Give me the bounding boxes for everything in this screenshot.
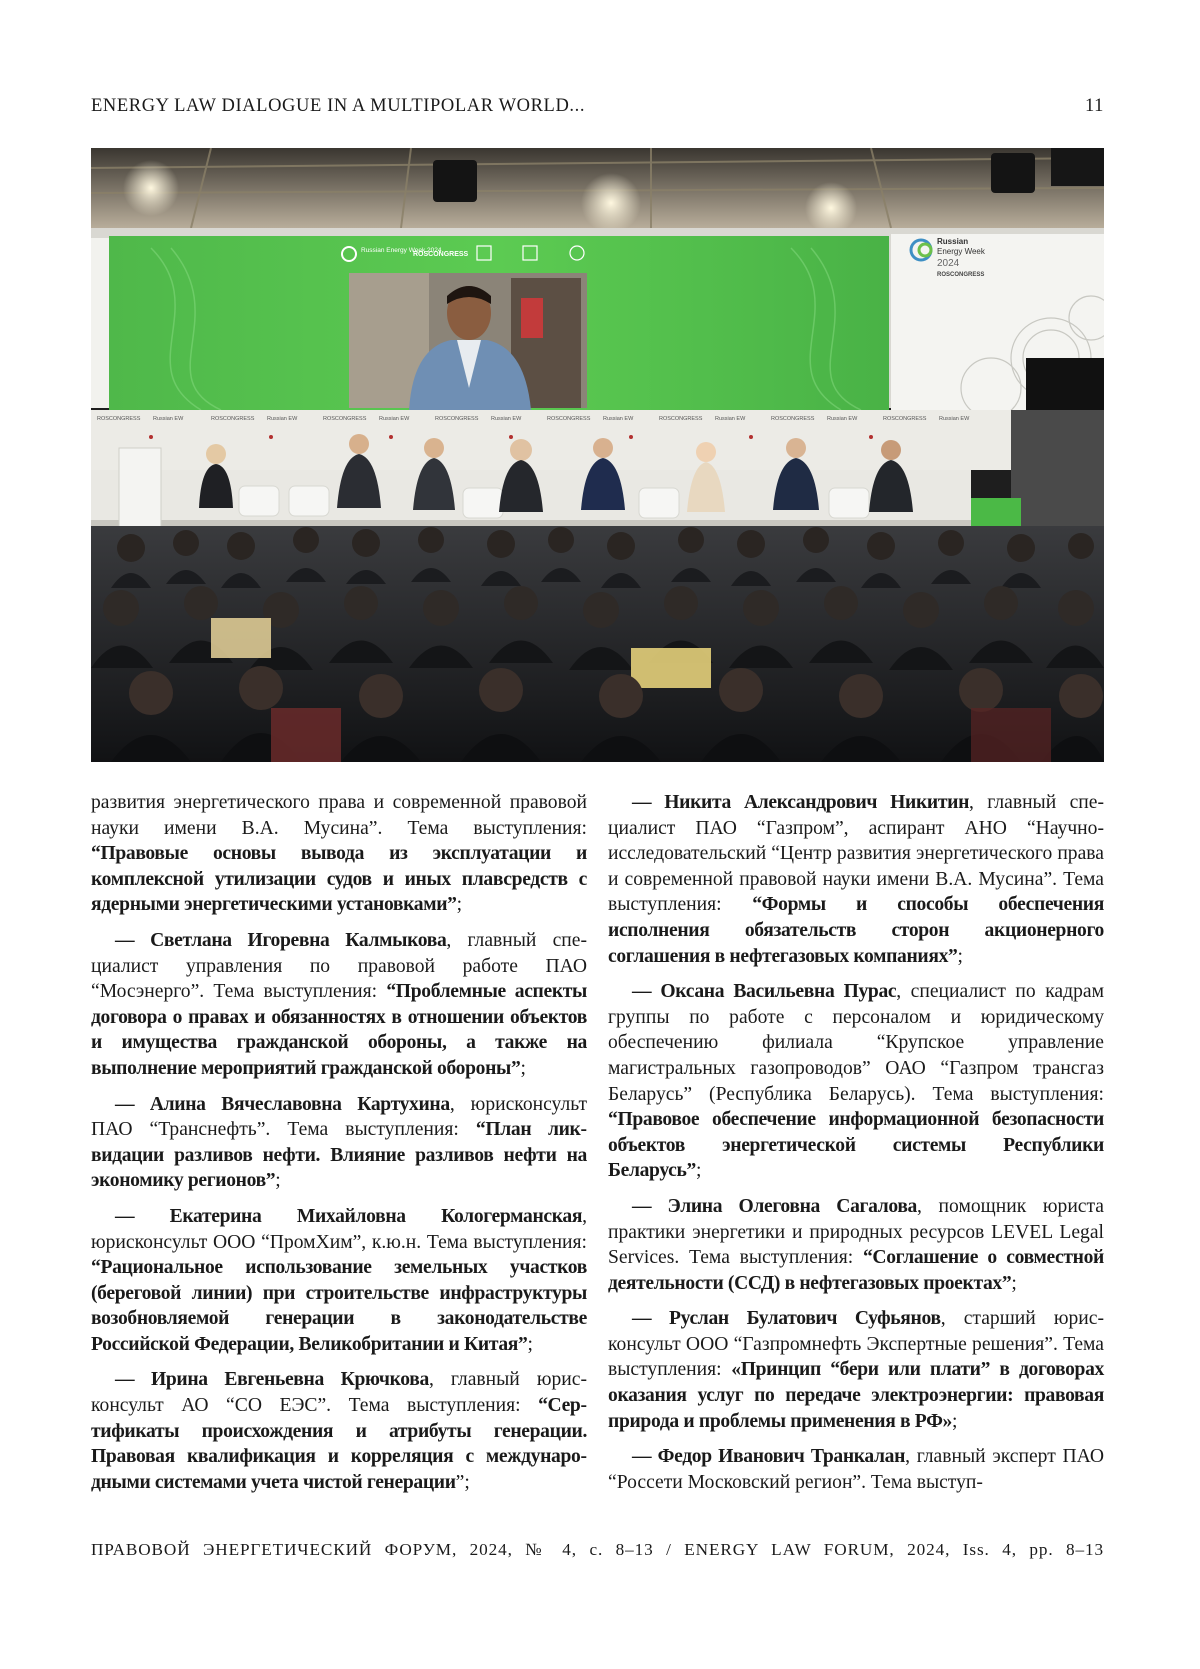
svg-text:ROSCONGRESS: ROSCONGRESS — [883, 416, 927, 422]
talk-topic: «Принцип “бери или плати” в договорах оказания услуг по передаче электроэнергии: правовая природа и проблемы применения в РФ» — [608, 1359, 1104, 1432]
speaker-entry — [91, 1092, 587, 1194]
svg-text:Russian EW: Russian EW — [153, 416, 184, 422]
entry-text: , главный эксперт ПАО “Россети Московский регион”. Тема выступ- — [608, 1446, 1104, 1493]
entry-text: , главный специалист управления по правовой работе ПАО “Мосэнерго”. Тема выступления: — [91, 929, 587, 1003]
entry-end: ; — [952, 1410, 958, 1432]
entry-text: , главный юрисконсульт АО “СО ЕЭС”. Тема выступления: — [91, 1369, 588, 1417]
talk-topic: “Проблемные аспекты договора о правах и обязанностях в отношении объектов и имущества гражданской обороны, а также на выполнение мероприятий гражданской обороны” — [91, 981, 587, 1079]
svg-text:Russian EW: Russian EW — [267, 416, 298, 422]
entry-text: , специалист по кадрам группы по работе с персоналом и юридическому обеспечению филиала “Крупское управление магистральных газопроводов” ОАО “Газпром трансгаз Беларусь” (Республика Беларусь). Тема выступления: — [608, 981, 1104, 1105]
svg-text:ROSCONGRESS: ROSCONGRESS — [435, 416, 479, 422]
entry-text: , помощник юриста практики энергетики и природных ресурсов LEVEL Legal Services. Тема выступления: — [608, 1195, 1104, 1269]
speaker-name: — Ирина Евгеньевна Крючкова — [115, 1369, 429, 1391]
speaker-name: — Екатерина Михайловна Кологерманская — [115, 1205, 583, 1227]
screen-brand-roscongress: ROSCONGRESS — [413, 251, 469, 258]
conference-photo-graphic — [91, 148, 1104, 762]
video-call-inset — [349, 273, 587, 410]
footer-citation: ПРАВОВОЙ ЭНЕРГЕТИЧЕСКИЙ ФОРУМ, 2024, № 4, с. 8–13 / ENERGY LAW FORUM, 2024, Iss. 4, pp. 8–13 — [91, 1540, 1104, 1559]
speaker-entry — [608, 979, 1104, 1184]
talk-topic: “Рациональное использование земельных участков (береговой линии) при строительстве инфраструктуры возобновляемой генерации в законодательстве Российской Федерации, Великобритании и Китая” — [91, 1257, 587, 1355]
svg-text:ROSCONGRESS: ROSCONGRESS — [547, 416, 591, 422]
entry-end: ; — [275, 1170, 281, 1192]
talk-topic: “Правовое обеспечение информационной безопасности объектов энергетической системы Республики Беларусь” — [608, 1109, 1104, 1182]
entry-end: ; — [695, 1160, 702, 1182]
right-banner-title: Russian — [937, 237, 969, 246]
talk-topic: “Соглашение о совместной деятельности (ССД) в нефтегазовых проектах” — [608, 1247, 1104, 1294]
right-banner-org: ROSCONGRESS — [937, 272, 985, 278]
svg-text:Russian EW: Russian EW — [379, 416, 410, 422]
speaker-name: — Никита Александрович Никитин — [632, 792, 970, 813]
entry-end: ; — [527, 1333, 533, 1355]
entry-end: ; — [957, 945, 963, 967]
right-banner-sub: Energy Week — [937, 247, 985, 256]
svg-text:ROSCONGRESS: ROSCONGRESS — [97, 416, 141, 422]
stage-speaker-box — [433, 160, 477, 202]
speaker-name: — Оксана Васильевна Пурас — [632, 981, 897, 1003]
speaker-name: — Федор Иванович Транкалан — [632, 1446, 906, 1468]
ceiling-light — [581, 173, 641, 233]
svg-text:ROSCONGRESS: ROSCONGRESS — [211, 416, 255, 422]
speaker-entry — [608, 790, 1104, 969]
left-column — [91, 790, 587, 1505]
stage-speaker-box — [991, 153, 1035, 193]
entry-end: ”; — [455, 1471, 470, 1493]
talk-topic: “Сертификаты происхождения и атрибуты генерации. Правовая квалификация и корреляция с международными системами учета чистой генерации — [91, 1395, 587, 1493]
svg-text:ROSCONGRESS: ROSCONGRESS — [659, 416, 703, 422]
ceiling-light — [123, 160, 179, 216]
svg-text:Russian EW: Russian EW — [603, 416, 634, 422]
talk-topic: “Формы и способы обеспечения исполнения обязательств сторон акционерного соглашения в нефтегазовых компаниях” — [608, 894, 1104, 967]
entry-text: развития энергетического права и современной правовой науки имени В.А. Мусина”. Тема выступления: — [91, 792, 587, 839]
speaker-entry — [91, 928, 587, 1082]
speaker-entry — [91, 1367, 587, 1495]
entry-text: , юрисконсульт ПАО “Транснефть”. Тема выступления: — [91, 1093, 588, 1141]
speaker-entry — [608, 1306, 1104, 1434]
talk-topic: “Правовые основы вывода из эксплуатации и комплексной утилизации судов и иных плавсредств с ядерными энергетическими установками” — [91, 843, 587, 916]
speaker-entry — [91, 1204, 587, 1358]
svg-text:ROSCONGRESS: ROSCONGRESS — [771, 416, 815, 422]
speaker-name: — Алина Вячеславовна Картухина — [115, 1093, 450, 1115]
ceiling-light — [805, 182, 857, 234]
speaker-name: — Элина Олеговна Сагалова — [632, 1195, 917, 1217]
running-head — [91, 96, 1104, 117]
svg-text:Russian EW: Russian EW — [939, 416, 970, 422]
svg-text:Russian EW: Russian EW — [491, 416, 522, 422]
entry-text: , главный специалист ПАО “Газпром”, аспирант АНО “Научно-исследовательский “Центр развития энергетического права и современной правовой науки имени В.А. Мусина”. Тема выступления: — [608, 792, 1105, 916]
svg-text:Russian EW: Russian EW — [715, 416, 746, 422]
svg-text:ROSCONGRESS: ROSCONGRESS — [323, 416, 367, 422]
speaker-name: — Светлана Игоревна Калмыкова — [115, 929, 447, 951]
entry-end: ; — [1011, 1272, 1017, 1294]
entry-end: ; — [520, 1057, 526, 1079]
lectern — [119, 448, 161, 528]
speaker-name: — Руслан Булатович Суфьянов — [632, 1308, 941, 1330]
entry-text: , юрисконсульт ООО “ПромХим”, к.ю.н. Тема выступления: — [91, 1205, 587, 1253]
right-banner-year: 2024 — [937, 258, 960, 269]
svg-text:Russian EW: Russian EW — [827, 416, 858, 422]
conference-photo — [91, 148, 1104, 762]
running-title: ENERGY LAW DIALOGUE IN A MULTIPOLAR WORLD... — [91, 96, 586, 116]
speaker-entry — [608, 1194, 1104, 1296]
entry-text: , старший юрисконсульт ООО “Газпромнефть Экспертные решения”. Тема выступления: — [608, 1308, 1104, 1381]
speaker-entry — [608, 1444, 1104, 1495]
speaker-entry — [91, 790, 587, 918]
page-number: 11 — [1084, 96, 1104, 116]
entry-end: ; — [456, 894, 463, 916]
screen-brand-left: Russian Energy Week 2024 — [361, 247, 442, 254]
right-column — [608, 790, 1104, 1505]
talk-topic: “План ликвидации разливов нефти. Влияние разливов нефти на экономику регионов” — [91, 1119, 588, 1192]
